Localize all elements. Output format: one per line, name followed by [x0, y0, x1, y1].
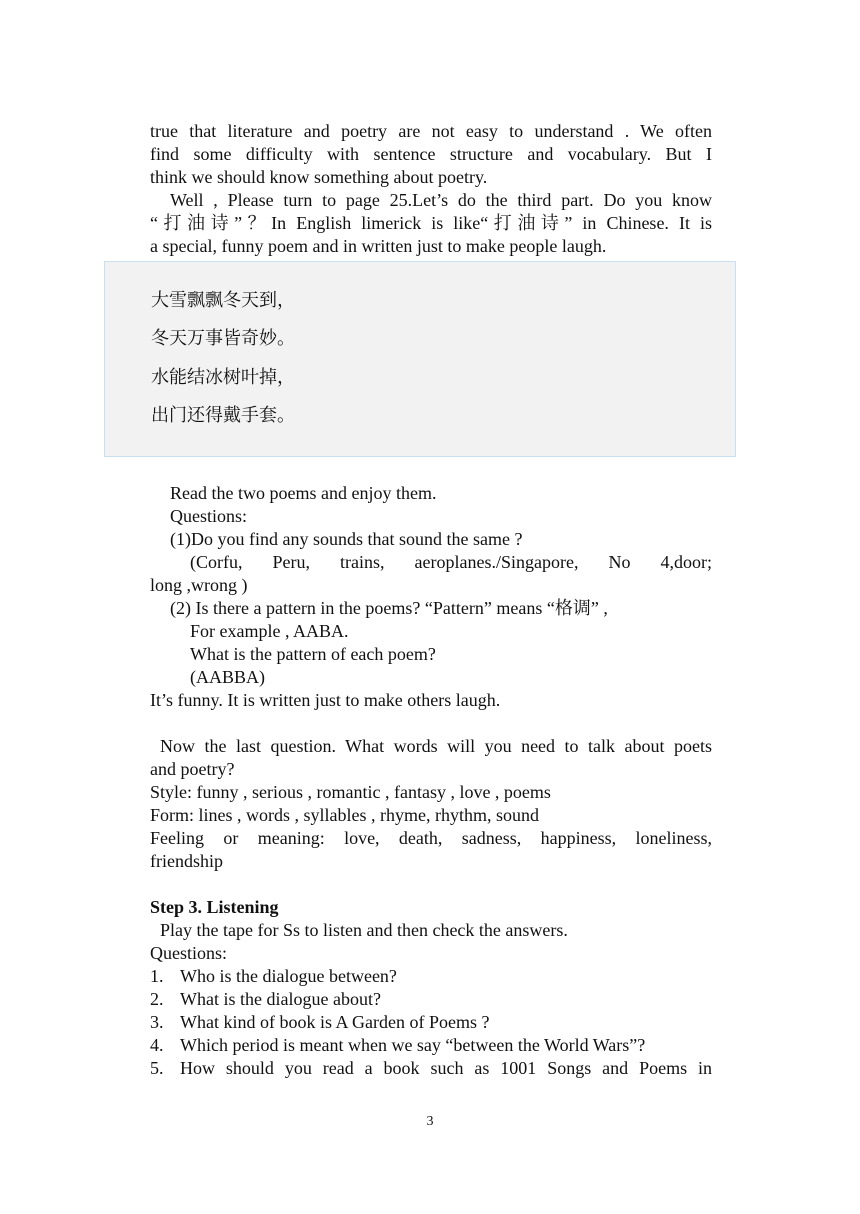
style-line: Style: funny , serious , romantic , fantasy , love , poems	[150, 782, 551, 802]
poem-box	[104, 261, 736, 457]
paragraph-line: “打油诗”？In English limerick is like“打油诗” in Chinese. It is	[150, 213, 712, 233]
question-line: What is the pattern of each poem?	[190, 644, 436, 664]
list-text: Which period is meant when we say “between the World Wars”?	[180, 1035, 646, 1055]
poem-line: 大雪飘飘冬天到，	[151, 290, 295, 311]
poem-line: 冬天万事皆奇妙。	[151, 328, 295, 349]
blank-line	[150, 712, 712, 735]
answer-line: long ,wrong )	[150, 575, 248, 595]
list-item	[150, 1057, 712, 1080]
list-item	[150, 1034, 712, 1057]
list-number: 4.	[150, 1035, 164, 1055]
paragraph-line: It’s funny. It is written just to make others laugh.	[150, 690, 501, 710]
page-number: 3	[426, 1114, 434, 1129]
paragraph-line: Now the last question. What words will you need to talk about poets	[160, 736, 712, 756]
feeling-line: friendship	[150, 851, 223, 871]
poem-line: 水能结冰树叶掉，	[151, 367, 295, 388]
questions-label: Questions:	[170, 506, 248, 526]
paragraph-line: Read the two poems and enjoy them.	[170, 483, 437, 503]
question-1: (1)Do you find any sounds that sound the same ?	[170, 529, 523, 549]
list-item	[150, 1011, 712, 1034]
list-number: 3.	[150, 1012, 164, 1032]
question-2: (2) Is there a pattern in the poems? “Pattern” means “格调” ,	[170, 598, 608, 618]
paragraph-line: true that literature and poetry are not easy to understand . We often	[150, 121, 712, 141]
list-number: 1.	[150, 966, 164, 986]
list-number: 5.	[150, 1058, 164, 1078]
list-text: How should you read a book such as 1001 Songs and Poems in	[180, 1058, 712, 1078]
paragraph-line: find some difficulty with sentence structure and vocabulary. But I	[150, 144, 712, 164]
paragraph-line: and poetry?	[150, 759, 235, 779]
feeling-line: Feeling or meaning: love, death, sadness, happiness, loneliness,	[150, 828, 712, 848]
paragraph-line: a special, funny poem and in written just to make people laugh.	[150, 236, 607, 256]
list-item	[150, 988, 712, 1011]
document-body-continued	[150, 482, 712, 1080]
list-text: Who is the dialogue between?	[180, 966, 397, 986]
list-item	[150, 965, 712, 988]
form-line: Form: lines , words , syllables , rhyme, rhythm, sound	[150, 805, 539, 825]
example-line: For example , AABA.	[190, 621, 349, 641]
answer-line: (Corfu, Peru, trains, aeroplanes./Singapore, No 4,door;	[190, 552, 712, 572]
list-number: 2.	[150, 989, 164, 1009]
paragraph-line: think we should know something about poetry.	[150, 167, 488, 187]
step3-heading: Step 3. Listening	[150, 897, 279, 917]
paragraph-line: Well , Please turn to page 25.Let’s do the third part. Do you know	[170, 190, 712, 210]
questions-label: Questions:	[150, 943, 228, 963]
list-text: What is the dialogue about?	[180, 989, 381, 1009]
list-text: What kind of book is A Garden of Poems ?	[180, 1012, 490, 1032]
answer-line: (AABBA)	[190, 667, 265, 687]
blank-line	[150, 873, 712, 896]
paragraph-line: Play the tape for Ss to listen and then check the answers.	[160, 920, 568, 940]
poem-line: 出门还得戴手套。	[151, 405, 295, 426]
document-body	[150, 120, 712, 258]
